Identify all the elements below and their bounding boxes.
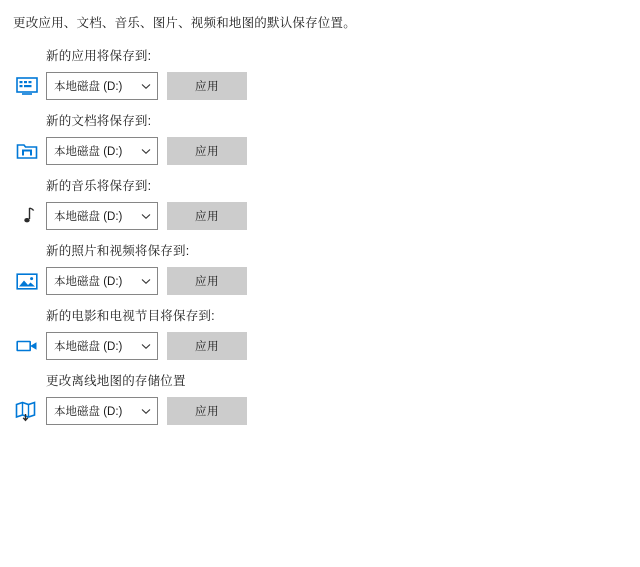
save-location-group-photos [0,243,640,296]
video-camera-icon [13,333,40,360]
apply-button-photos[interactable]: 应用 [167,267,247,295]
save-location-row-documents [13,136,640,166]
save-location-row-apps [13,71,640,101]
drive-select-apps[interactable] [46,72,158,100]
apps-monitor-icon [13,73,40,100]
save-location-row-movies [13,331,640,361]
drive-select-movies[interactable] [46,332,158,360]
chevron-down-icon[interactable] [135,203,157,229]
drive-select-maps-value: 本地磁盘 (D:) [54,406,123,418]
group-label-photos: 新的照片和视频将保存到: [46,244,190,258]
group-label-maps: 更改离线地图的存储位置 [46,374,186,388]
page-description: 更改应用、文档、音乐、图片、视频和地图的默认保存位置。 [13,16,356,30]
chevron-down-icon[interactable] [135,73,157,99]
documents-folder-icon [13,138,40,165]
apply-button-documents[interactable]: 应用 [167,137,247,165]
apply-button-movies[interactable]: 应用 [167,332,247,360]
drive-select-photos[interactable] [46,267,158,295]
drive-select-documents[interactable] [46,137,158,165]
music-note-icon [13,203,40,230]
save-location-row-music [13,201,640,231]
drive-select-movies-value: 本地磁盘 (D:) [54,341,123,353]
chevron-down-icon[interactable] [135,268,157,294]
drive-select-apps-value: 本地磁盘 (D:) [54,81,123,93]
save-location-row-photos [13,266,640,296]
apply-button-apps[interactable]: 应用 [167,72,247,100]
apply-button-maps[interactable]: 应用 [167,397,247,425]
drive-select-music-value: 本地磁盘 (D:) [54,211,123,223]
save-location-group-music [0,178,640,231]
group-label-movies: 新的电影和电视节目将保存到: [46,309,215,323]
apply-button-music[interactable]: 应用 [167,202,247,230]
drive-select-photos-value: 本地磁盘 (D:) [54,276,123,288]
group-label-apps: 新的应用将保存到: [46,49,152,63]
drive-select-maps[interactable] [46,397,158,425]
save-location-group-documents [0,113,640,166]
save-location-group-movies [0,308,640,361]
chevron-down-icon[interactable] [135,333,157,359]
save-location-group-apps [0,48,640,101]
chevron-down-icon[interactable] [135,138,157,164]
photo-picture-icon [13,268,40,295]
drive-select-music[interactable] [46,202,158,230]
chevron-down-icon[interactable] [135,398,157,424]
drive-select-documents-value: 本地磁盘 (D:) [54,146,123,158]
map-download-icon [13,398,40,425]
group-label-music: 新的音乐将保存到: [46,179,152,193]
save-location-row-maps [13,396,640,426]
save-location-group-maps [0,373,640,426]
group-label-documents: 新的文档将保存到: [46,114,152,128]
